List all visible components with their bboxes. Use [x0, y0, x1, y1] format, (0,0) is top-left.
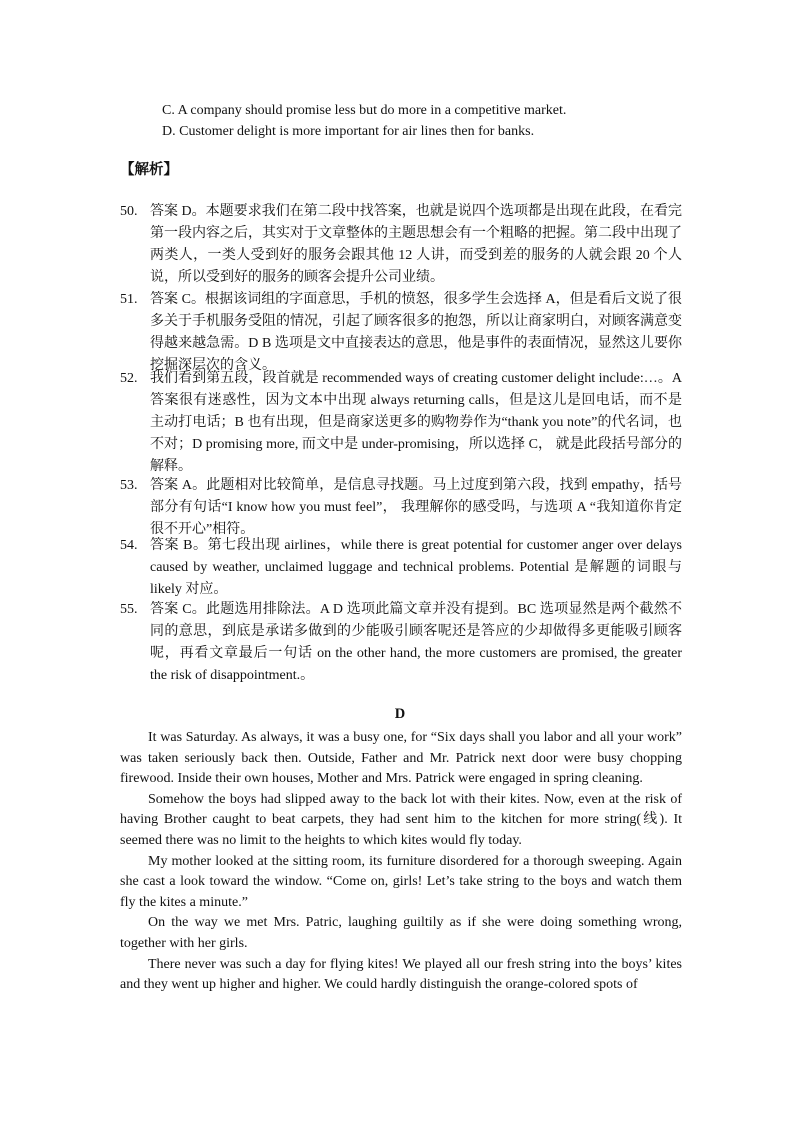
passage-paragraph: Somehow the boys had slipped away to the back lot with their kites. Now, even at the risk of having Brother caught to beat carpets, they had sent him to the kitchen for more string(线). It seemed there was no limit to the heights to which kites would fly today. — [120, 791, 682, 848]
answer-number: 54. — [120, 538, 138, 553]
answer-54 — [120, 535, 682, 601]
passage-paragraph: There never was such a day for flying kites! We played all our fresh string into the boys’ kites and they went up higher and higher. We could hardly distinguish the orange-colored spots of — [120, 956, 682, 993]
answer-number: 52. — [120, 371, 138, 386]
reading-passage — [120, 728, 682, 996]
answer-53 — [120, 475, 682, 541]
answer-number: 53. — [120, 478, 138, 493]
answer-text: 答案 C。此题选用排除法。A D 选项此篇文章并没有提到。BC 选项显然是两个截然不同的意思，到底是承诺多做到的少能吸引顾客呢还是答应的少却做得多更能吸引顾客呢，再看文章最后一句话 on the other hand, the more customers are promised, the greater the risk of disappointment.。 — [150, 602, 682, 683]
option-d: D. Customer delight is more important for air lines then for banks. — [162, 124, 535, 139]
passage-paragraph: It was Saturday. As always, it was a busy one, for “Six days shall you labor and all your work” was taken seriously back then. Outside, Father and Mr. Patrick next door were busy chopping firewood. Inside their own houses, Mother and Mrs. Patrick were engaged in spring cleaning. — [120, 730, 682, 787]
answer-52 — [120, 368, 682, 478]
passage-paragraph: On the way we met Mrs. Patric, laughing guiltily as if she were doing something wrong, together with her girls. — [120, 915, 682, 951]
answer-55 — [120, 599, 682, 687]
answer-text: 答案 D。本题要求我们在第二段中找答案，也就是说四个选项都是出现在此段，在看完第一段内容之后，其实对于文章整体的主题思想会有一个粗略的把握。第二段中出现了两类人，一类人受到好的服务会跟其他 12 人讲，而受到差的服务的人就会跟 20 个人说，所以受到好的服务的顾客会提升公司业绩。 — [150, 204, 682, 285]
answer-text: 我们看到第五段，段首就是 recommended ways of creating customer delight include:…。A 答案很有迷惑性，因为文本中出现 always returning calls，但是这儿是回电话，而不是主动打电话；B 也有出现，但是商家送更多的购物券作为“thank you note”的代名词，也不对；D promising more, 而文中是 under-promising，所以选择 C， 就是此段括号部分的解释。 — [150, 371, 682, 474]
analysis-heading: 【解析】 — [120, 162, 178, 178]
answer-text: 答案 B。第七段出现 airlines，while there is great potential for customer anger over delays caused by weather, unclaimed luggage and technical problems. Potential 是解题的词眼与 likely 对应。 — [150, 538, 682, 597]
answer-text: 答案 C。根据该词组的字面意思，手机的愤怒，很多学生会选择 A，但是看后文说了很多关于手机服务受阻的情况，引起了顾客很多的抱怨，所以让商家明白，对顾客满意变得越来越急需。D B 选项是文中直接表达的意思，他是事件的表面情况，显然这儿要你挖掘深层次的含义。 — [150, 292, 682, 373]
answer-number: 55. — [120, 602, 138, 617]
answer-number: 51. — [120, 292, 138, 307]
answer-50 — [120, 201, 682, 289]
answer-text: 答案 A。此题相对比较简单，是信息寻找题。马上过度到第六段，找到 empathy，括号部分有句话“I know how you must feel”， 我理解你的感受吗，与选项 A “我知道你肯定很不开心”相符。 — [150, 478, 682, 537]
section-title: D — [394, 706, 406, 722]
answer-number: 50. — [120, 204, 138, 219]
passage-paragraph: My mother looked at the sitting room, its furniture disordered for a thorough sweeping. Again she cast a look toward the window. “Come on, girls! Let’s take string to the boys and watch them fly the kites a minute.” — [120, 853, 682, 910]
answer-51 — [120, 289, 682, 377]
option-c: C. A company should promise less but do more in a competitive market. — [162, 103, 567, 118]
